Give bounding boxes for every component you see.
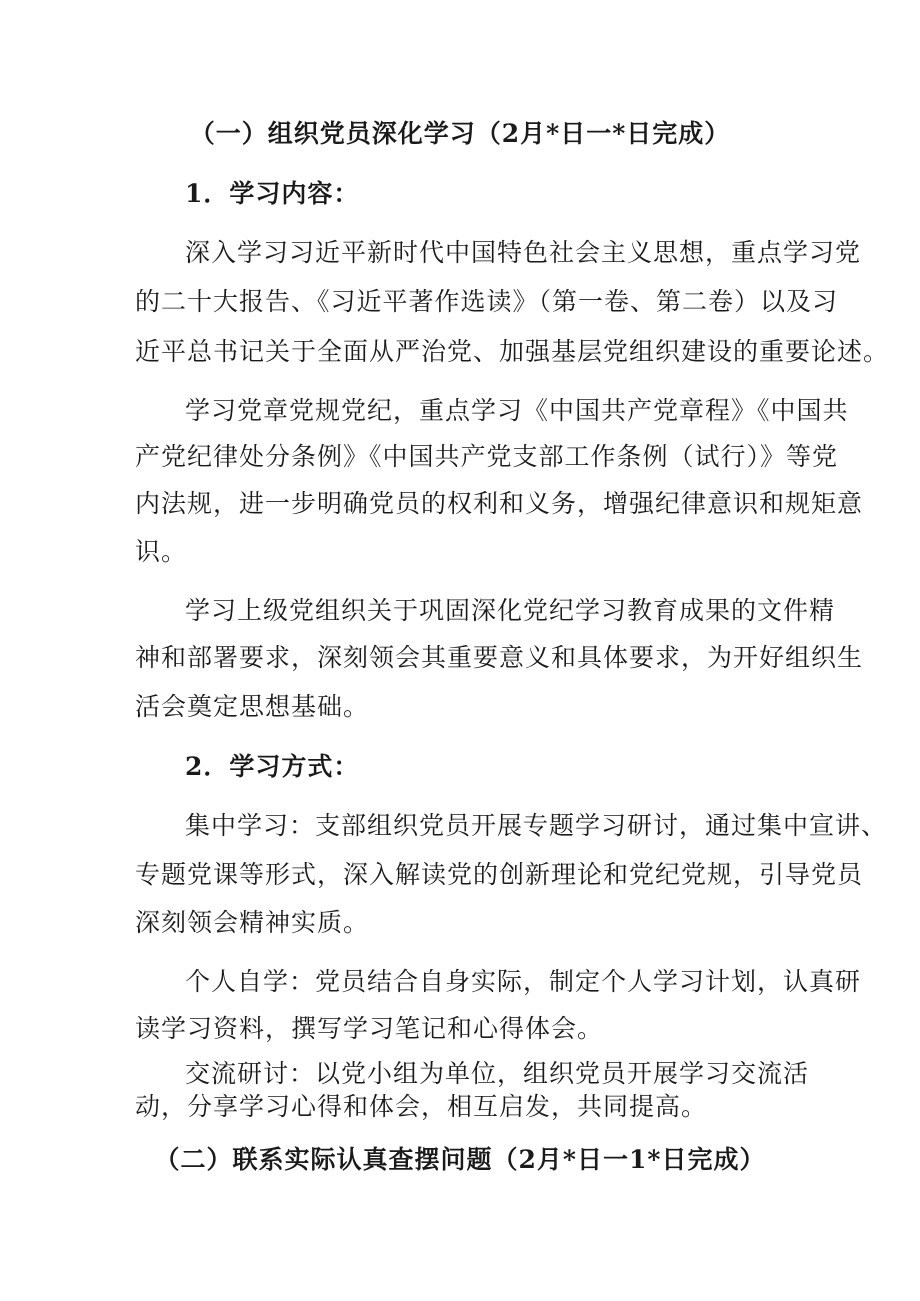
paragraph-line: 内法规，进一步明确党员的权利和义务，增强纪律意识和规矩意 xyxy=(135,489,864,518)
paragraph-line: 交流研讨：以党小组为单位，组织党员开展学习交流活 xyxy=(185,1059,810,1088)
paragraph-line: 神和部署要求，深刻领会其重要意义和具体要求，为开好组织生 xyxy=(135,643,864,672)
paragraph-line: 个人自学：党员结合自身实际，制定个人学习计划，认真研 xyxy=(185,967,862,996)
paragraph-line: 学习上级党组织关于巩固深化党纪学习教育成果的文件精 xyxy=(185,596,836,625)
subheading-study-method: 2．学习方式： xyxy=(185,752,360,781)
paragraph-line: 学习党章党规党纪，重点学习《中国共产党章程》《中国共 xyxy=(185,396,849,425)
paragraph-line: 读学习资料，撰写学习笔记和心得体会。 xyxy=(135,1014,604,1043)
paragraph-line: 活会奠定思想基础。 xyxy=(135,692,370,721)
paragraph-line: 动，分享学习心得和体会，相互启发，共同提高。 xyxy=(135,1092,708,1121)
paragraph-line: 集中学习：支部组织党员开展专题学习研讨，通过集中宣讲、 xyxy=(185,811,888,840)
heading-section-one: （一）组织党员深化学习（2月*日一*日完成） xyxy=(189,119,731,148)
paragraph-line: 专题党课等形式，深入解读党的创新理论和党纪党规，引导党员 xyxy=(135,860,864,889)
paragraph-line: 深入学习习近平新时代中国特色社会主义思想，重点学习党 xyxy=(185,238,862,267)
paragraph-line: 的二十大报告、《习近平著作选读》（第一卷、第二卷）以及习 xyxy=(135,287,839,316)
subheading-study-content: 1．学习内容： xyxy=(185,179,360,208)
paragraph-line: 识。 xyxy=(135,537,188,566)
paragraph-line: 近平总书记关于全面从严治党、加强基层党组织建设的重要论述。 xyxy=(135,337,890,366)
paragraph-line: 深刻领会精神实质。 xyxy=(135,908,370,937)
paragraph-line: 产党纪律处分条例》《中国共产党支部工作条例（试行）》等党 xyxy=(135,442,839,471)
heading-section-two: （二）联系实际认真查摆问题（2月*日一1*日完成） xyxy=(154,1145,766,1174)
